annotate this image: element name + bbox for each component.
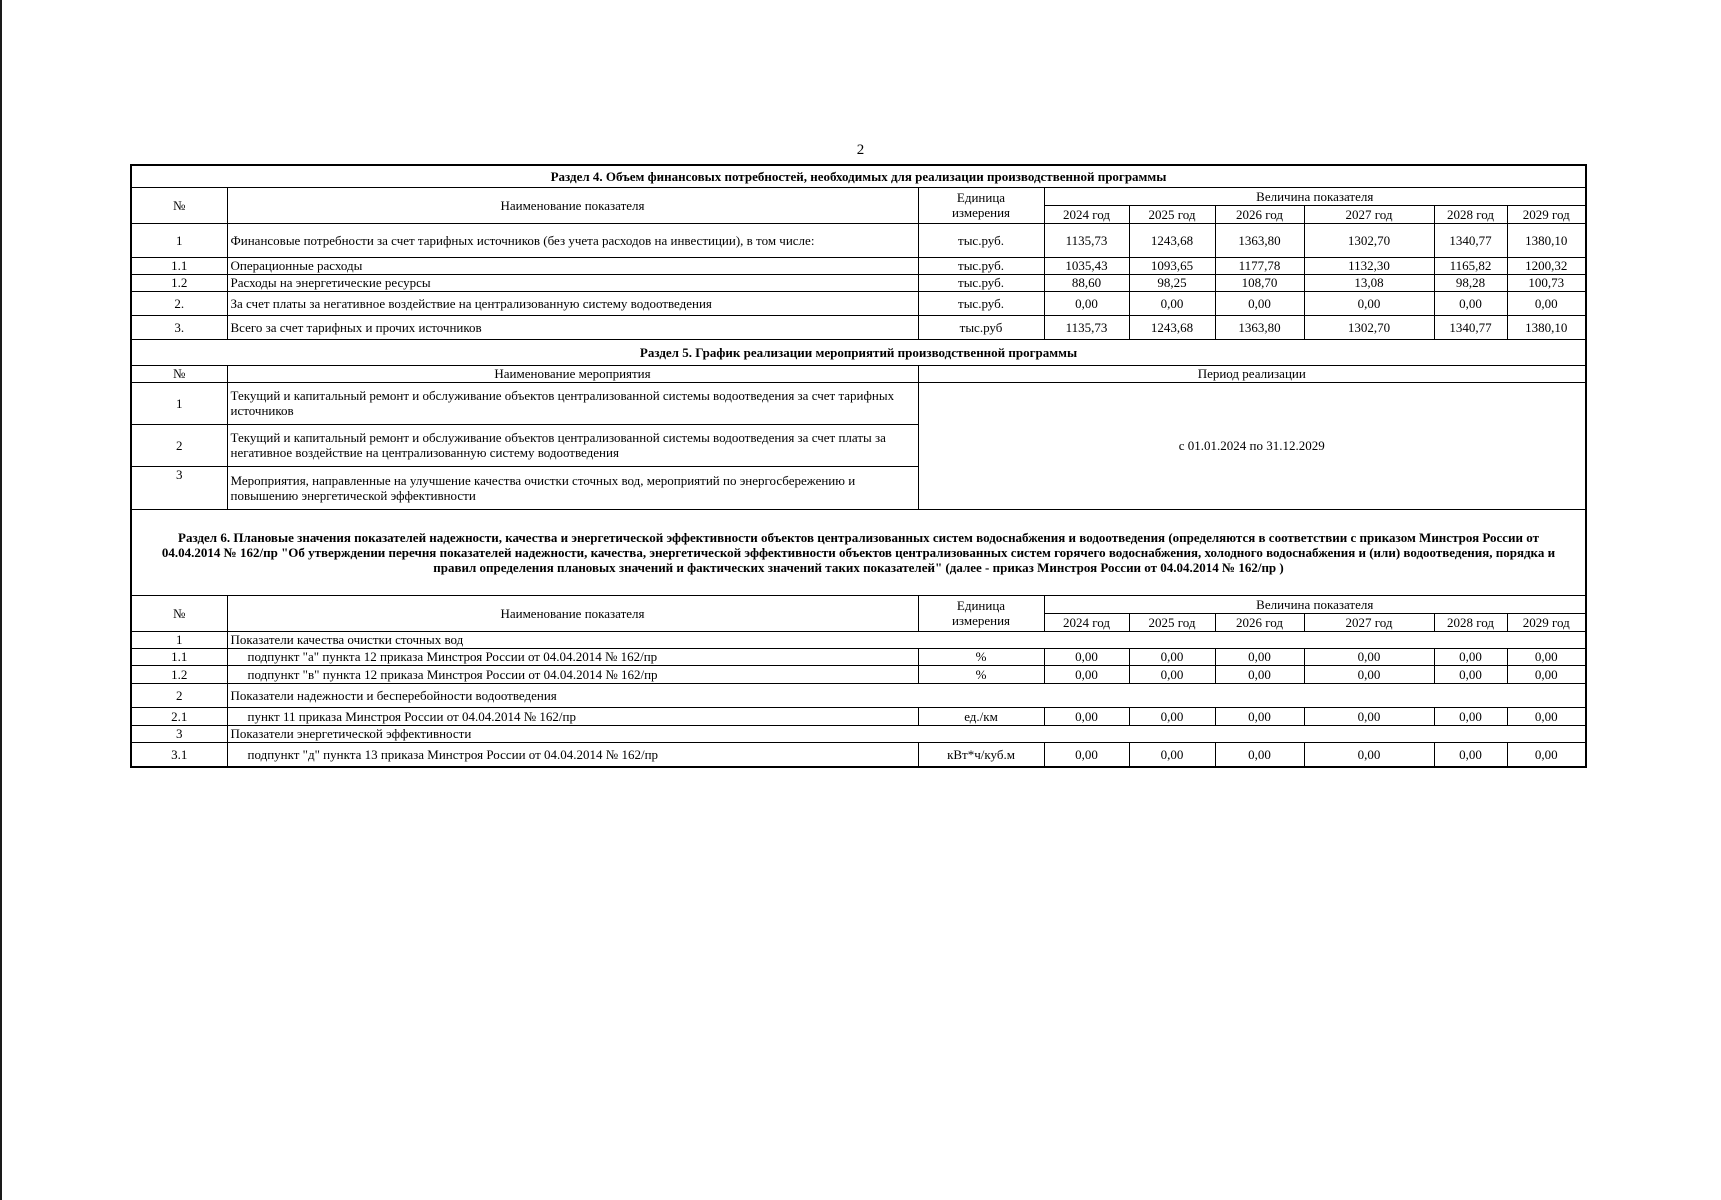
period-value: с 01.01.2024 по 31.12.2029	[918, 382, 1586, 509]
row-num: 1.2	[131, 665, 227, 683]
row-unit: кВт*ч/куб.м	[918, 742, 1044, 767]
row-value: 1132,30	[1304, 257, 1434, 274]
row-unit: тыс.руб.	[918, 274, 1044, 291]
table-row	[131, 382, 1586, 424]
header-value: Величина показателя	[1044, 187, 1586, 205]
table-row	[131, 223, 1586, 257]
table-row	[131, 742, 1586, 767]
table-row	[131, 509, 1586, 595]
table-row	[131, 683, 1586, 707]
row-value: 0,00	[1304, 291, 1434, 315]
row-num: 1.1	[131, 257, 227, 274]
row-value: 0,00	[1044, 665, 1129, 683]
header-period: Период реализации	[918, 365, 1586, 382]
row-value: 1165,82	[1434, 257, 1507, 274]
row-num: 2.1	[131, 707, 227, 725]
table-row	[131, 725, 1586, 742]
row-num: 1.1	[131, 648, 227, 665]
table-row	[131, 665, 1586, 683]
header-unit	[918, 187, 1044, 223]
row-value: 1135,73	[1044, 315, 1129, 339]
table-row	[131, 165, 1586, 187]
row-num: 3.1	[131, 742, 227, 767]
header-unit	[918, 595, 1044, 631]
group-name: Показатели энергетической эффективности	[227, 725, 1586, 742]
unit-header-line1: Единица	[956, 598, 1006, 613]
row-value: 0,00	[1215, 648, 1304, 665]
table-row	[131, 339, 1586, 365]
row-value: 1380,10	[1507, 315, 1586, 339]
row-value: 0,00	[1215, 742, 1304, 767]
table-row	[131, 187, 1586, 205]
row-value: 0,00	[1507, 742, 1586, 767]
row-value: 0,00	[1507, 291, 1586, 315]
row-value: 0,00	[1507, 665, 1586, 683]
row-value: 0,00	[1304, 665, 1434, 683]
row-name: подпункт "в" пункта 12 приказа Минстроя России от 04.04.2014 № 162/пр	[227, 665, 918, 683]
row-unit: тыс.руб.	[918, 291, 1044, 315]
row-value: 0,00	[1044, 707, 1129, 725]
row-value: 0,00	[1434, 742, 1507, 767]
row-value: 0,00	[1434, 291, 1507, 315]
row-value: 0,00	[1044, 742, 1129, 767]
table-row	[131, 257, 1586, 274]
row-unit: ед./км	[918, 707, 1044, 725]
row-value: 0,00	[1304, 742, 1434, 767]
row-value: 0,00	[1434, 707, 1507, 725]
row-num: 1	[131, 382, 227, 424]
group-num: 2	[131, 683, 227, 707]
row-value: 0,00	[1304, 648, 1434, 665]
row-name: Всего за счет тарифных и прочих источников	[227, 315, 918, 339]
row-value: 0,00	[1044, 648, 1129, 665]
row-value: 1093,65	[1129, 257, 1215, 274]
header-num: №	[131, 595, 227, 631]
row-activity-name: Текущий и капитальный ремонт и обслуживание объектов централизованной системы водоотведения за счет платы за негативное воздействие на централизованную систему водоотведения	[227, 424, 918, 466]
row-name: подпункт "д" пункта 13 приказа Минстроя России от 04.04.2014 № 162/пр	[227, 742, 918, 767]
row-activity-name: Мероприятия, направленные на улучшение качества очистки сточных вод, мероприятий по энергосбережению и повышению энергетической эффективности	[227, 466, 918, 509]
row-value: 1035,43	[1044, 257, 1129, 274]
row-name: За счет платы за негативное воздействие на централизованную систему водоотведения	[227, 291, 918, 315]
section5-title: Раздел 5. График реализации мероприятий производственной программы	[131, 339, 1586, 365]
row-value: 0,00	[1434, 648, 1507, 665]
section6-title: Раздел 6. Плановые значения показателей надежности, качества и энергетической эффективности объектов централизованных систем водоснабжения и водоотведения (определяются в соответствии с приказом Минстроя России от 04.04.2014 № 162/пр "Об утверждении перечня показателей надежности, качества, энергетической эффективности объектов централизованных систем горячего водоснабжения, холодного водоснабжения и (или) водоотведения, порядка и правил определения плановых значений и фактических значений таких показателей" (далее - приказ Минстроя России от 04.04.2014 № 162/пр )	[131, 509, 1586, 595]
row-value: 100,73	[1507, 274, 1586, 291]
row-value: 0,00	[1215, 707, 1304, 725]
row-unit: тыс.руб	[918, 315, 1044, 339]
row-name: пункт 11 приказа Минстроя России от 04.04.2014 № 162/пр	[227, 707, 918, 725]
header-value: Величина показателя	[1044, 595, 1586, 613]
row-value: 98,25	[1129, 274, 1215, 291]
row-value: 0,00	[1507, 648, 1586, 665]
row-value: 0,00	[1129, 665, 1215, 683]
row-value: 1380,10	[1507, 223, 1586, 257]
header-year: 2025 год	[1129, 205, 1215, 223]
row-unit: %	[918, 665, 1044, 683]
table-row	[131, 707, 1586, 725]
row-value: 1340,77	[1434, 223, 1507, 257]
row-name: Расходы на энергетические ресурсы	[227, 274, 918, 291]
table-row	[131, 274, 1586, 291]
row-num: 3	[131, 466, 227, 509]
header-year: 2024 год	[1044, 205, 1129, 223]
row-num: 1.2	[131, 274, 227, 291]
row-value: 0,00	[1507, 707, 1586, 725]
program-table	[130, 164, 1587, 768]
header-year: 2026 год	[1215, 613, 1304, 631]
row-value: 1243,68	[1129, 315, 1215, 339]
table-row	[131, 631, 1586, 648]
row-name: подпункт "а" пункта 12 приказа Минстроя России от 04.04.2014 № 162/пр	[227, 648, 918, 665]
row-unit: тыс.руб.	[918, 257, 1044, 274]
row-value: 13,08	[1304, 274, 1434, 291]
unit-header-line2: измерения	[951, 613, 1011, 628]
table-row	[131, 648, 1586, 665]
header-year: 2027 год	[1304, 613, 1434, 631]
row-value: 98,28	[1434, 274, 1507, 291]
group-name: Показатели качества очистки сточных вод	[227, 631, 1586, 648]
row-value: 0,00	[1044, 291, 1129, 315]
header-name: Наименование показателя	[227, 187, 918, 223]
row-value: 1135,73	[1044, 223, 1129, 257]
row-value: 0,00	[1215, 665, 1304, 683]
row-value: 108,70	[1215, 274, 1304, 291]
row-value: 0,00	[1129, 291, 1215, 315]
header-year: 2029 год	[1507, 205, 1586, 223]
header-year: 2024 год	[1044, 613, 1129, 631]
header-year: 2028 год	[1434, 205, 1507, 223]
row-value: 1302,70	[1304, 315, 1434, 339]
header-year: 2028 год	[1434, 613, 1507, 631]
row-value: 1363,80	[1215, 315, 1304, 339]
table-body	[131, 165, 1586, 767]
row-value: 1243,68	[1129, 223, 1215, 257]
table-row	[131, 595, 1586, 613]
row-activity-name: Текущий и капитальный ремонт и обслуживание объектов централизованной системы водоотведения за счет тарифных источников	[227, 382, 918, 424]
header-name: Наименование показателя	[227, 595, 918, 631]
header-year: 2029 год	[1507, 613, 1586, 631]
group-num: 3	[131, 725, 227, 742]
header-year: 2026 год	[1215, 205, 1304, 223]
header-activity-name: Наименование мероприятия	[227, 365, 918, 382]
table-row	[131, 315, 1586, 339]
header-num: №	[131, 365, 227, 382]
row-value: 1363,80	[1215, 223, 1304, 257]
section4-title: Раздел 4. Объем финансовых потребностей, необходимых для реализации производственной программы	[131, 165, 1586, 187]
row-num: 3.	[131, 315, 227, 339]
unit-header-line2: измерения	[951, 205, 1011, 220]
row-num: 1	[131, 223, 227, 257]
row-name: Операционные расходы	[227, 257, 918, 274]
header-year: 2027 год	[1304, 205, 1434, 223]
row-value: 1302,70	[1304, 223, 1434, 257]
table-row	[131, 365, 1586, 382]
row-name: Финансовые потребности за счет тарифных источников (без учета расходов на инвестиции), в том числе:	[227, 223, 918, 257]
row-value: 0,00	[1129, 707, 1215, 725]
table-row	[131, 291, 1586, 315]
row-value: 1340,77	[1434, 315, 1507, 339]
header-num: №	[131, 187, 227, 223]
row-num: 2	[131, 424, 227, 466]
row-value: 88,60	[1044, 274, 1129, 291]
row-value: 1200,32	[1507, 257, 1586, 274]
row-value: 0,00	[1215, 291, 1304, 315]
group-name: Показатели надежности и бесперебойности водоотведения	[227, 683, 1586, 707]
row-unit: %	[918, 648, 1044, 665]
header-year: 2025 год	[1129, 613, 1215, 631]
row-value: 0,00	[1129, 742, 1215, 767]
row-value: 0,00	[1434, 665, 1507, 683]
unit-header-line1: Единица	[956, 190, 1006, 205]
row-value: 1177,78	[1215, 257, 1304, 274]
page-number: 2	[856, 142, 865, 158]
row-value: 0,00	[1304, 707, 1434, 725]
row-value: 0,00	[1129, 648, 1215, 665]
group-num: 1	[131, 631, 227, 648]
row-unit: тыс.руб.	[918, 223, 1044, 257]
row-num: 2.	[131, 291, 227, 315]
scan-left-edge	[0, 0, 2, 1200]
